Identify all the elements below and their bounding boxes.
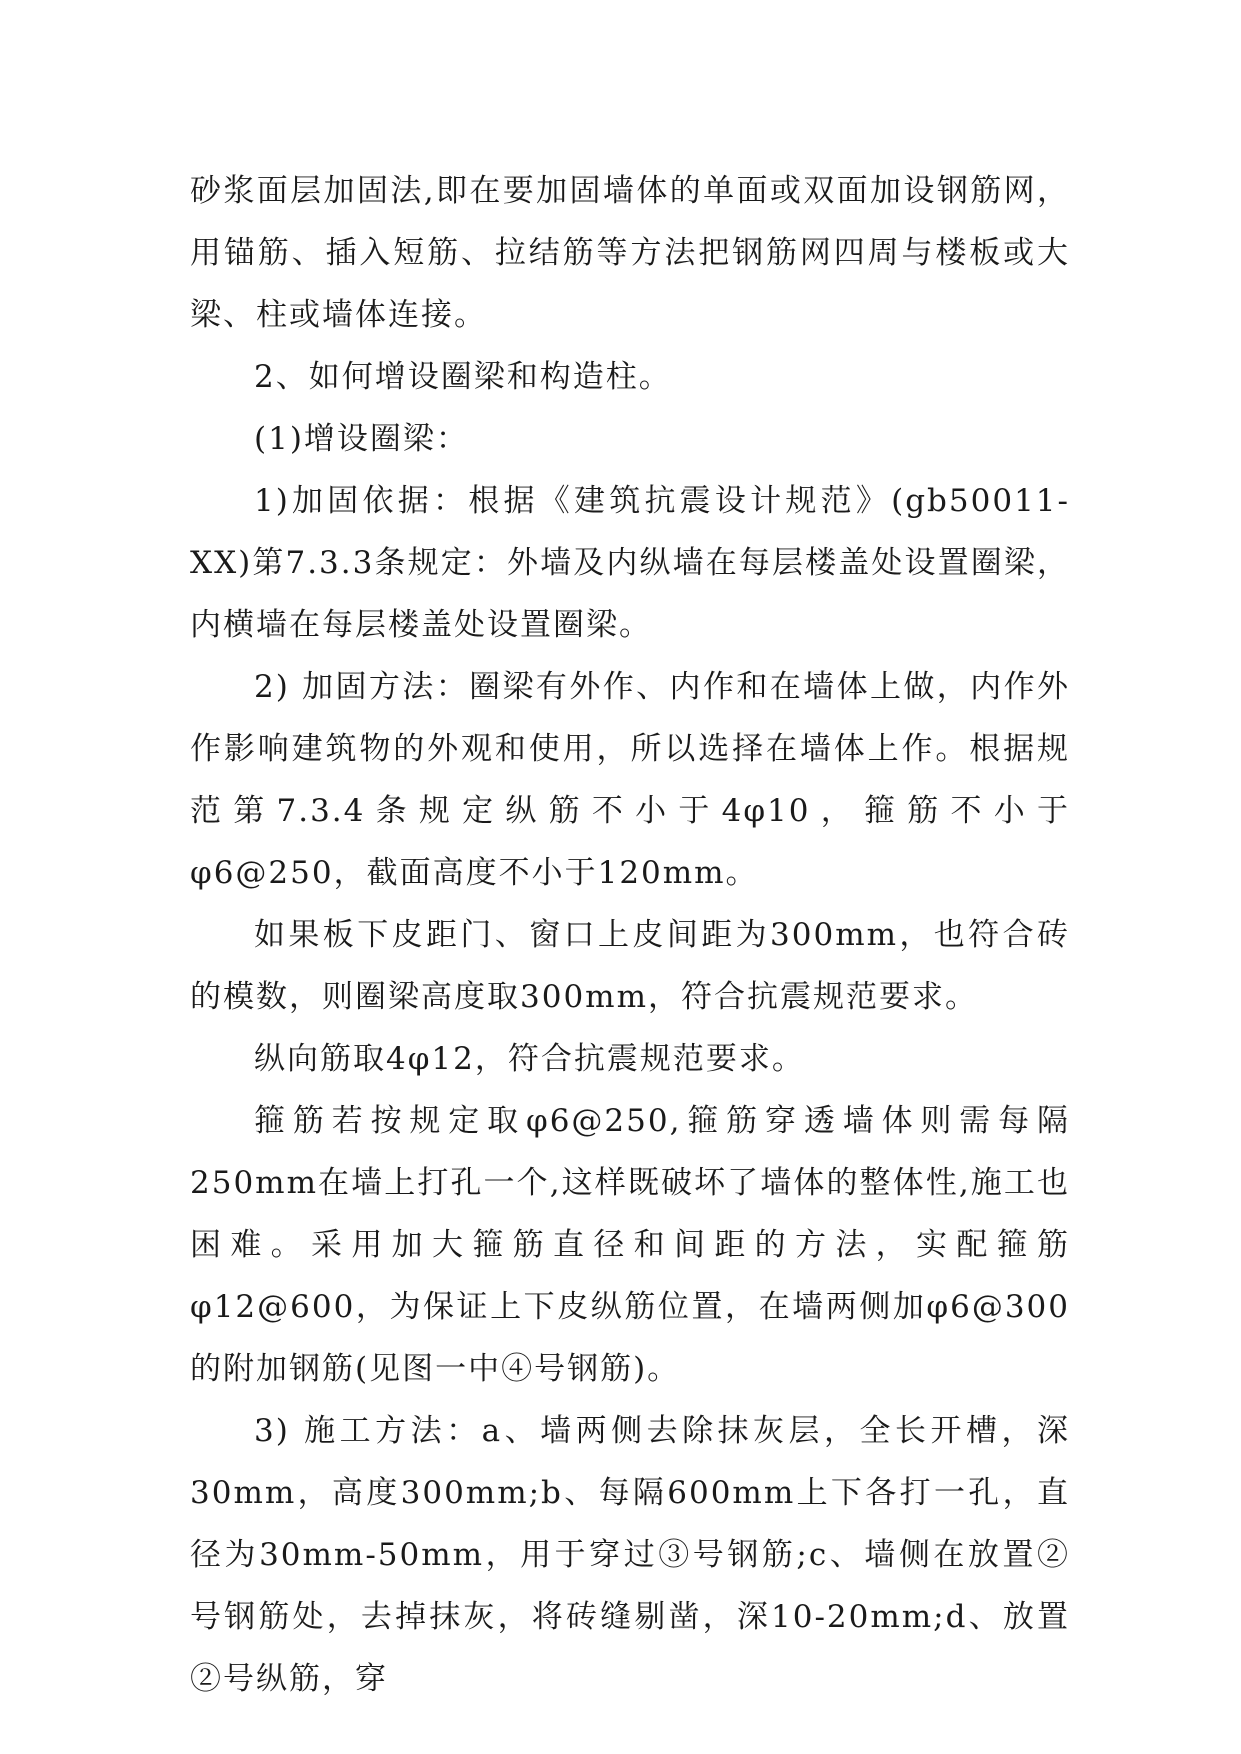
paragraph-7: 纵向筋取4φ12，符合抗震规范要求。 [254, 1041, 805, 1077]
document-body [190, 160, 1070, 1710]
paragraph-8: 箍筋若按规定取φ6@250,箍筋穿透墙体则需每隔250mm在墙上打孔一个,这样既破坏了墙体的整体性,施工也困难。采用加大箍筋直径和间距的方法，实配箍筋φ12@600，为保证上下皮纵筋位置，在墙两侧加φ6@300的附加钢筋(见图一中④号钢筋)。 [190, 1103, 1070, 1387]
paragraph-5: 2) 加固方法：圈梁有外作、内作和在墙体上做，内作外作影响建筑物的外观和使用，所以选择在墙体上作。根据规范第7.3.4条规定纵筋不小于4φ10，箍筋不小于φ6@250，截面高度不小于120mm。 [190, 669, 1070, 891]
paragraph-3: (1)增设圈梁： [254, 421, 469, 457]
paragraph-9: 3) 施工方法：a、墙两侧去除抹灰层，全长开槽，深30mm，高度300mm;b、每隔600mm上下各打一孔，直径为30mm-50mm，用于穿过③号钢筋;c、墙侧在放置②号钢筋处，去掉抹灰，将砖缝剔凿，深10-20mm;d、放置②号纵筋，穿 [190, 1413, 1070, 1697]
paragraph-6: 如果板下皮距门、窗口上皮间距为300mm，也符合砖的模数，则圈梁高度取300mm，符合抗震规范要求。 [190, 917, 1070, 1015]
paragraph-4: 1)加固依据：根据《建筑抗震设计规范》(gb50011-XX)第7.3.3条规定：外墙及内纵墙在每层楼盖处设置圈梁，内横墙在每层楼盖处设置圈梁。 [190, 483, 1070, 643]
paragraph-2: 2、如何增设圈梁和构造柱。 [254, 359, 672, 395]
paragraph-1: 砂浆面层加固法,即在要加固墙体的单面或双面加设钢筋网，用锚筋、插入短筋、拉结筋等方法把钢筋网四周与楼板或大梁、柱或墙体连接。 [190, 173, 1070, 333]
